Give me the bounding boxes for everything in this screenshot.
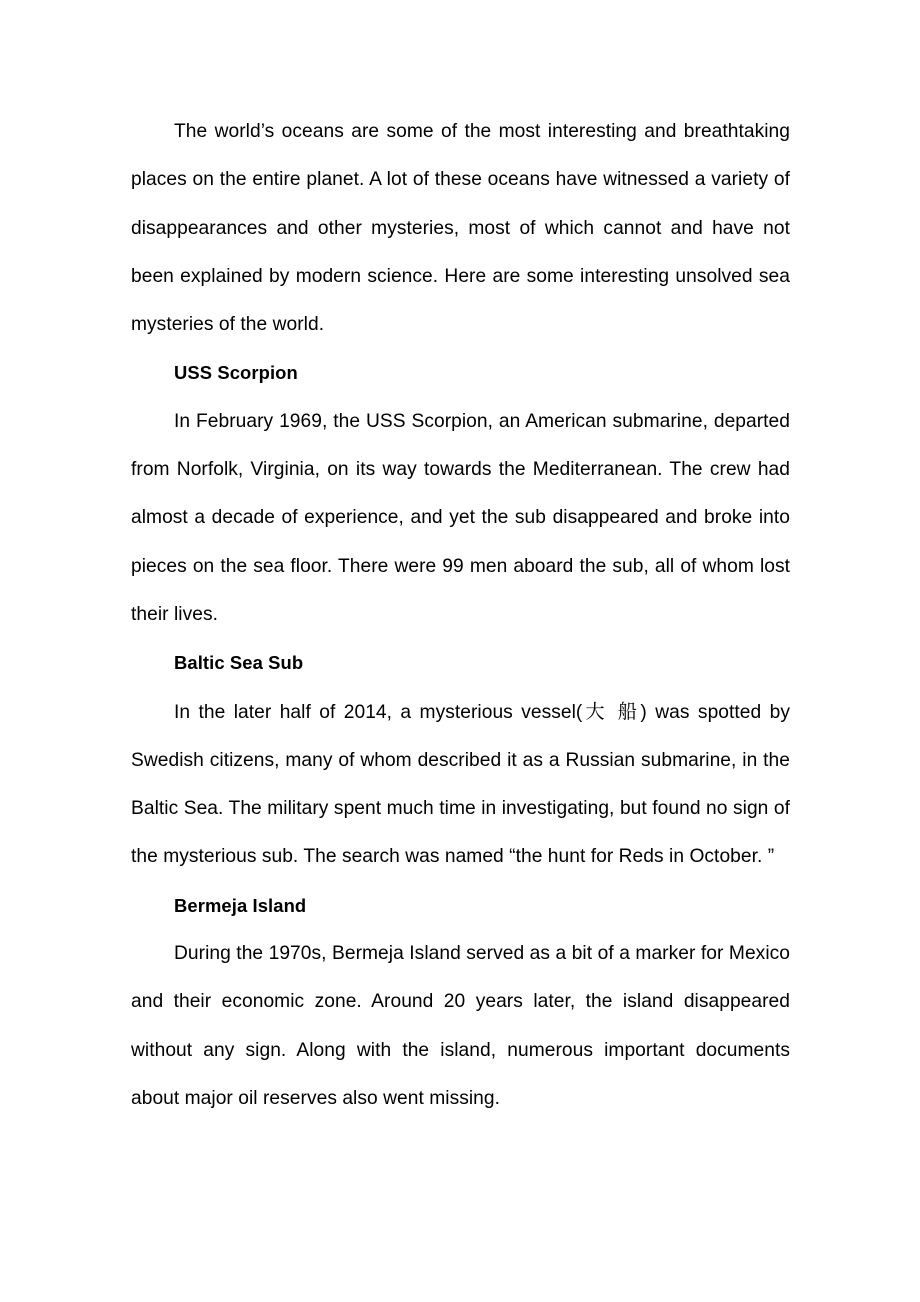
heading-uss-scorpion: USS Scorpion xyxy=(174,362,298,384)
cjk-annotation-big-ship: 大 船 xyxy=(582,699,641,723)
document-body xyxy=(131,108,790,1123)
baltic-text-before: In the later half of 2014, a mysterious vessel( xyxy=(174,701,583,723)
paragraph-uss-scorpion: In February 1969, the USS Scorpion, an American submarine, departed from Norfolk, Virginia, on its way towards the Mediterranean. The crew had almost a decade of experience, and yet the sub disappeared and broke into pieces on the sea floor. There were 99 men aboard the sub, all of whom lost their lives. xyxy=(131,410,790,625)
heading-bermeja-island: Bermeja Island xyxy=(174,894,307,916)
paragraph-bermeja-island: During the 1970s, Bermeja Island served as a bit of a marker for Mexico and their economic zone. Around 20 years later, the island disappeared without any sign. Along with the island, numerous important documents about major oil reserves also went missing. xyxy=(131,943,790,1109)
heading-baltic-sea-sub: Baltic Sea Sub xyxy=(174,652,304,674)
baltic-text-after: ) was spotted by Swedish citizens, many of whom described it as a Russian submarine, in the Baltic Sea. The military spent much time in investigating, but found no sign of the mysterious sub. The search was named “the hunt for Reds in October. ” xyxy=(131,701,790,868)
intro-paragraph: The world’s oceans are some of the most interesting and breathtaking places on the entire planet. A lot of these oceans have witnessed a variety of disappearances and other mysteries, most of which cannot and have not been explained by modern science. Here are some interesting unsolved sea mysteries of the world. xyxy=(131,121,790,336)
paragraph-baltic-sea-sub xyxy=(131,688,790,882)
